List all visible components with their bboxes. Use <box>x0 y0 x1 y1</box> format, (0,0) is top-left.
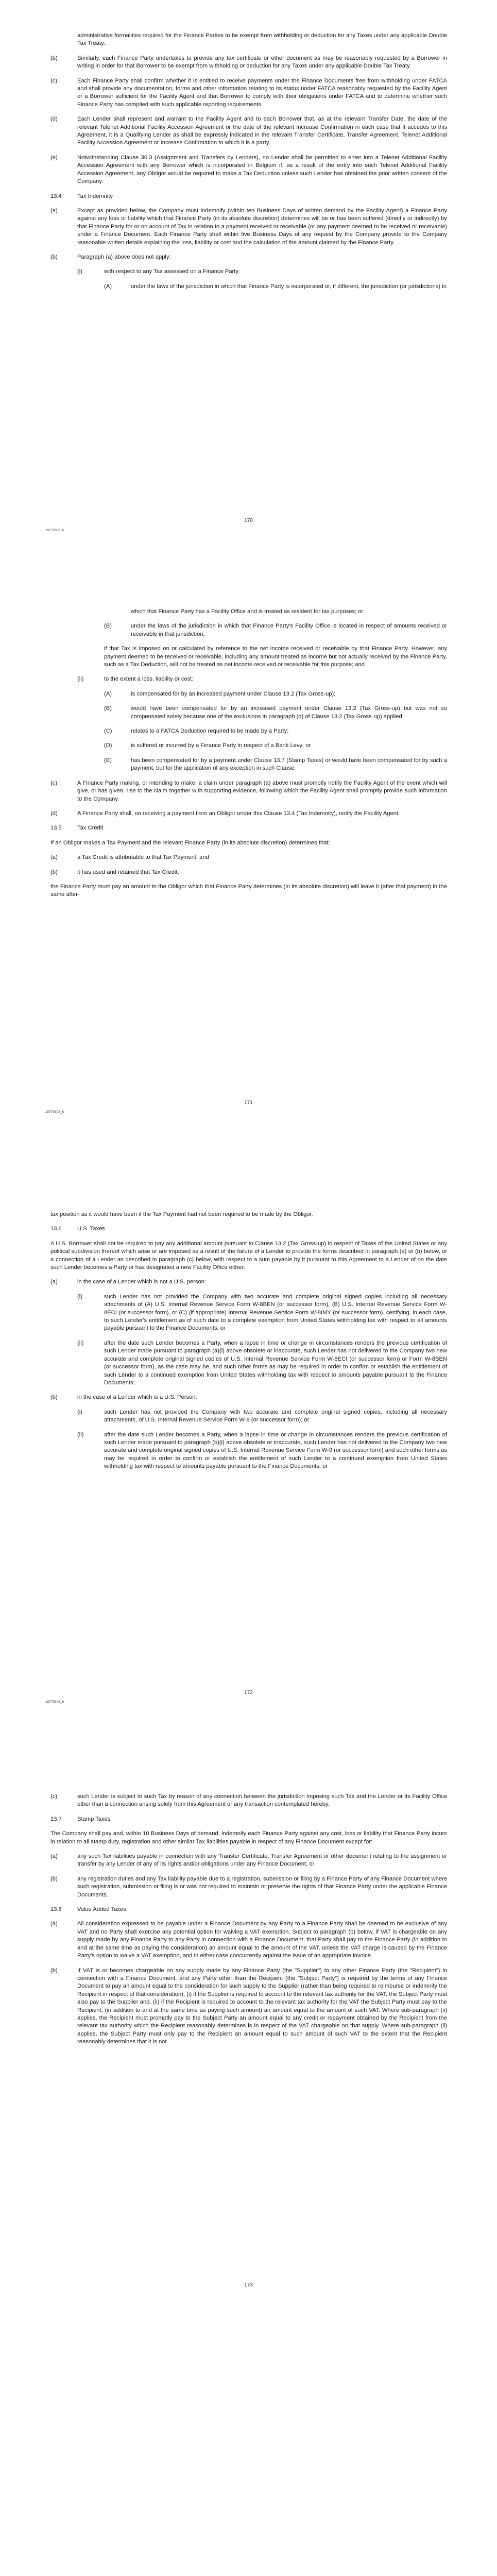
clause-item <box>50 779 447 803</box>
clause-text: Each Finance Party shall confirm whether it is entitled to receive payments under the Finance Documents free from withholding under FATCA and shall provide any documentation, forms and other information relating to its status under FATCA reasonably requested by the Facility Agent or a Borrower sufficient for the Facility Agent and that Borrower to comply with their obligations under FATCA and to determine whether such Finance Party has complied with such applicable reporting requirements. <box>77 77 447 108</box>
clause-text: would have been compensated for by an increased payment under Clause 13.2 (Tax Gross-up) but was not so compensated solely because one of the exclusions in paragraph (d) of Clause 13.2 (Tax Gross-up) applied; <box>131 705 447 720</box>
clause-label: (e) <box>50 154 58 161</box>
document-page-172 <box>0 1159 497 1752</box>
clause-label: (b) <box>50 869 58 875</box>
paragraph-text: A U.S. Borrower shall not be required to pay any additional amount pursuant to Clause 13.2 (Tax Gross-up) in respect of Taxes of the United States or any political subdivision thereof which arise or are imposed as a result of the failure of a Lender to provide the forms described in paragraph (a) or (b) below, or a connection of a Lender as described in paragraph (c) below, with respect to a sum payable by it pursuant to this Agreement to a Lender of on the date such Lender becomes a Party or has designated a new Facility Office either: <box>50 1240 447 1271</box>
clause-text: to the extent a loss, liability or cost: <box>104 676 194 683</box>
clause-item <box>50 115 447 147</box>
clause-text: with respect to any Tax assessed on a Finance Party: <box>104 268 241 275</box>
clause-text: Each Lender shall represent and warrant to the Facility Agent and to each Borrower that, as at the relevant Transfer Date, the date of the relevant Telenet Additional Facility Accession Agreement or the date of the relevant Increase Confirmation in each case that it accedes to this Agreement, it is a Qualifying Lender as shall be expressly indicated in the relevant Transfer Certificate, Transfer Agreement, Telenet Additional Facility Accession Agreement or Increase Confirmation to which it is a party. <box>77 116 447 146</box>
clause-label: (i) <box>77 1409 82 1415</box>
clause-item <box>50 154 447 186</box>
section-number: 13.7 <box>50 1816 62 1822</box>
section-heading <box>50 1906 447 1913</box>
document-id: 19779303_6 <box>45 529 64 532</box>
clause-text: is compensated for by an increased payment under Clause 13.2 (Tax Gross-up); <box>131 690 336 697</box>
clause-label: (c) <box>50 1793 58 1800</box>
clause-label: (c) <box>50 779 58 786</box>
clause-label: (A) <box>104 690 112 697</box>
clause-label: (ii) <box>77 1431 84 1438</box>
clause-text: Similarly, each Finance Party undertakes to provide any tax certificate or other document as may be reasonably requested by a Borrower in writing in order for that Borrower to be exempt from withholding or deduction for any Taxes under any applicable Double Tax Treaty. <box>77 55 447 70</box>
clause-item <box>104 690 447 698</box>
clause-item <box>104 705 447 721</box>
clause-item <box>50 1278 447 1286</box>
clause-text: in the case of a Lender which is a U.S. Person: <box>77 1394 197 1401</box>
clause-item <box>50 207 447 247</box>
document-page-170 <box>0 0 497 567</box>
section-number: 13.4 <box>50 193 62 199</box>
clause-item <box>77 1293 447 1333</box>
paragraph-text: administrative formalities required for the Finance Parties to be exempt from withholding or deduction for any Taxes under any applicable Double Tax Treaty. <box>77 32 447 47</box>
clause-label: (B) <box>104 705 112 712</box>
clause-label: (b) <box>50 55 58 61</box>
clause-item <box>50 854 447 861</box>
clause-label: (b) <box>50 1875 58 1882</box>
clause-text: If VAT is or becomes chargeable on any supply made by any Finance Party (the "Supplier") to any other Finance Party (the "Recipient") in connection with a Finance Document, and any Party other than the Recipient (the "Subject Party") is required by the terms of any Finance Document to pay an amount equal to the consideration for such supply to the Supplier (rather than being required to reimburse or indemnify the Recipient in respect of that consideration), (i) if the Supplier is required to account to the relevant tax authority for the VAT, the Subject Party must also pay to the Supplier and, (ii) if the Recipient is required to account to the relevant tax authority for the VAT the Subject Party must pay to the Recipient, (in addition to and at the same time as paying such amount) an amount equal to the amount of such VAT. Where sub-paragraph (ii) applies, the Recipient must promptly pay to the Subject Party an amount equal to any credit or repayment obtained by the Recipient from the relevant tax authority which the Recipient reasonably determines is in respect of the VAT chargeable on that supply. Where sub-paragraph (ii) applies, the Subject Party must only pay to the Recipient an amount equal to such amount of such VAT to the extent that the Recipient reasonably determines that it is not <box>77 1967 447 2045</box>
section-number: 13.5 <box>50 825 62 832</box>
clause-item <box>50 1853 447 1869</box>
document-page-171 <box>0 567 497 1159</box>
clause-text: such Lender is subject to such Tax by reason of any connection between the jurisdiction imposing such Tax and the Lender or its Facility Office other than a connection arising solely from this Agreement or any transaction contemplated hereby. <box>77 1793 447 1808</box>
clause-item <box>50 77 447 109</box>
page-number: 173 <box>244 2282 253 2288</box>
clause-text: has been compensated for by a payment under Clause 13.7 (Stamp Taxes) or would have been compensated for by such a payment, but for the application of any exception in such Clause. <box>131 757 447 772</box>
clause-item <box>50 1967 447 2046</box>
page-content <box>0 1211 497 1478</box>
clause-item <box>104 283 447 291</box>
clause-text: under the laws of the jurisdiction in which that Finance Party's Facility Office is located in respect of amounts received or receivable in that jurisdiction, <box>131 623 447 637</box>
clause-text: a Tax Credit is attributable to that Tax Payment; and <box>77 854 209 861</box>
section-title: Stamp Taxes <box>77 1816 111 1822</box>
clause-label: (c) <box>50 77 58 84</box>
clause-item <box>50 1920 447 1960</box>
clause-label: (d) <box>50 810 58 817</box>
page-content <box>0 32 497 297</box>
paragraph-text: tax position as it would have been if the Tax Payment had not been required to be made by the Obligor. <box>50 1211 313 1217</box>
page-number: 171 <box>244 1100 253 1106</box>
clause-label: (a) <box>50 1853 58 1860</box>
clause-item <box>104 742 447 750</box>
section-heading <box>50 1816 447 1823</box>
paragraph-text: The Company shall pay and, within 10 Business Days of demand, indemnify each Finance Party against any cost, loss or liability that Finance Party incurs in relation to all stamp duty, registration and other similar Tax liabilities payable in respect of any Finance Document except for: <box>50 1831 447 1845</box>
section-heading <box>50 1225 447 1233</box>
clause-item <box>104 622 447 638</box>
clause-item <box>77 268 447 276</box>
clause-label: (D) <box>104 742 112 749</box>
paragraph-text: if that Tax is imposed on or calculated by reference to the net income received or receivable by that Finance Party. However, any payment deemed to be received or receivable, including any amount treated as income but not actually received by the Finance Party, such as a Tax Deduction, will not be treated as net income received or receivable for this purpose; and <box>104 646 447 668</box>
clause-label: (a) <box>50 207 58 214</box>
clause-item <box>77 675 447 683</box>
clause-text: after the date such Lender becomes a Party, when a lapse in time or change in circumstances renders the previous certification of such Lender made pursuant to paragraph (b)(i) above obsolete or inaccurate, such Lender has not delivered to the Company two new accurate and complete original signed copies of U.S. Internal Revenue Service Form W-9 (or successor form) and such other forms as may be required in order to confirm or establish the entitlement of such Lender to a continued exemption from United States withholding tax with respect to amounts payable pursuant to the Finance Documents; or <box>104 1431 447 1470</box>
paragraph-text: which that Finance Party has a Facility Office and is treated as resident for tax purposes; or <box>131 608 364 615</box>
clause-text: Paragraph (a) above does not apply: <box>77 253 171 260</box>
clause-label: (a) <box>50 854 58 861</box>
document-page-173 <box>0 1752 497 2576</box>
clause-text: under the laws of the jurisdiction in which that Finance Party is incorporated or, if different, the jurisdiction (or jurisdictions) in <box>131 283 447 290</box>
clause-label: (ii) <box>77 1340 84 1346</box>
clause-text: All consideration expressed to be payable under a Finance Document by any Party to a Finance Party shall be deemed to be exclusive of any VAT and no Party shall exercise any potential option for waiving a VAT exemption. Subject to paragraph (b) below, if VAT is chargeable on any supply made by any Finance Party to any Party in connection with a Finance Document, that Party shall pay to the Finance Party (in addition to and at the same time as paying the consideration) an amount equal to the amount of the VAT, unless the VAT charge is caused by the Finance Party's option to waive a VAT exemption, and in either case concurrently against the issue of an appropriate invoice. <box>77 1921 447 1959</box>
section-heading <box>50 824 447 832</box>
clause-label: (E) <box>104 757 112 764</box>
clause-label: (ii) <box>77 676 84 683</box>
clause-text: A Finance Party shall, on receiving a payment from an Obligor under this Clause 13.4 (Tax Indemnity), notify the Facility Agent. <box>77 810 400 817</box>
clause-label: (i) <box>77 1293 82 1300</box>
clause-label: (b) <box>50 253 58 260</box>
clause-label: (C) <box>104 728 112 735</box>
clause-label: (B) <box>104 623 112 630</box>
clause-item <box>104 757 447 773</box>
clause-text: it has used and retained that Tax Credit, <box>77 869 179 875</box>
clause-item <box>104 727 447 735</box>
clause-item <box>50 55 447 71</box>
clause-text: such Lender has not provided the Company with two accurate and complete original signed copies, including all necessary attachments, of U.S. Internal Revenue Service Form W-9 (or successor form); or <box>104 1409 447 1423</box>
clause-item <box>50 810 447 818</box>
clause-item <box>77 1431 447 1471</box>
clause-item <box>50 1394 447 1401</box>
document-id: 19779303_6 <box>45 1110 64 1114</box>
paragraph-text: the Finance Party must pay an amount to the Obligor which that Finance Party determines (in its absolute discretion) will leave it (after that payment) in the same after- <box>50 883 447 898</box>
section-number: 13.6 <box>50 1226 62 1232</box>
page-number: 172 <box>244 1690 253 1696</box>
clause-text: Except as provided below, the Company must indemnify (within ten Business Days of written demand by the Facility Agent) a Finance Party against any loss or liability which that Finance Party (in its absolute discretion) determines will be or has been suffered (directly or indirectly) by that Finance Party for or on account of Tax in relation to a payment received or receivable (or any payment deemed to be received or receivable) under a Finance Document. Each Finance Party shall within five Business Days of any request by the Company provide to the Company reasonable written details explaining the loss, liability or cost and the calculation of the amount claimed by the Finance Party. <box>77 207 447 246</box>
clause-text: after the date such Lender becomes a Party, when a lapse in time or change in circumstances renders the previous certification of such Lender made pursuant to paragraph (a)(i) above obsolete or inaccurate, such Lender has not delivered to the Company two new accurate and complete original signed copies of U.S. Internal Revenue Service Form W-8ECI (or successor form) or Form W-8BEN (or successor form), as the case may be, and such other forms as may be required in order to confirm or establish the entitlement of such Lender to a continued exemption from United States withholding tax with respect to amounts payable pursuant to the Finance Documents; <box>104 1340 447 1386</box>
clause-item <box>50 1875 447 1899</box>
clause-item <box>50 253 447 261</box>
page-number: 170 <box>244 518 253 523</box>
clause-label: (a) <box>50 1921 58 1927</box>
clause-label: (b) <box>50 1394 58 1401</box>
page-content <box>0 1793 497 2053</box>
clause-text: A Finance Party making, or intending to make, a claim under paragraph (a) above must promptly notify the Facility Agent of the event which will give, or has given, rise to the claim together with supporting evidence, following which the Facility Agent shall promptly provide such information to the Company. <box>77 779 447 802</box>
section-number: 13.8 <box>50 1906 62 1913</box>
section-title: U.S. Taxes <box>77 1226 105 1232</box>
clause-text: any such Tax liabilities payable in connection with any Transfer Certificate, Transfer Agreement or other document relating to the assignment or transfer by any Lender of any of its rights and/or obligations under any Finance Document; or <box>77 1853 447 1868</box>
clause-text: relates to a FATCA Deduction required to be made by a Party; <box>131 728 289 735</box>
clause-text: such Lender has not provided the Company with two accurate and complete original signed copies including all necessary attachments of (A) U.S. Internal Revenue Service Form W-8BEN (or successor form), (B) U.S. Internal Revenue Service Form W-8ECI (or successor form), or (C) (if appropriate) Internal Revenue Service Form W-8IMY (or successor form), certifying, in each case, to such Lender's entitlement as of such date to a complete exemption from United States withholding tax with respect to all amounts payable pursuant to the Finance Documents; or <box>104 1293 447 1332</box>
clause-label: (A) <box>104 283 112 290</box>
page-content <box>0 608 497 906</box>
clause-item <box>50 869 447 876</box>
section-title: Tax Credit <box>77 825 104 832</box>
section-title: Value Added Taxes <box>77 1906 126 1913</box>
clause-item <box>77 1409 447 1425</box>
clause-item <box>50 1793 447 1809</box>
clause-label: (i) <box>77 268 82 275</box>
clause-item <box>77 1340 447 1387</box>
clause-text: in the case of a Lender which is not a U.S. person: <box>77 1279 206 1285</box>
paragraph-text: If an Obligor makes a Tax Payment and the relevant Finance Party (in its absolute discretion) determines that: <box>50 839 330 846</box>
clause-label: (b) <box>50 1967 58 1974</box>
document-id: 19779303_6 <box>45 1700 64 1704</box>
clause-text: is suffered or incurred by a Finance Party in respect of a Bank Levy; or <box>131 742 311 749</box>
clause-label: (d) <box>50 116 58 123</box>
clause-text: any registration duties and any Tax liability payable due to a registration, submission or filing by a Finance Party of any Finance Document where such registration, submission or filing is or was not required to maintain or preserve the rights of that Finance Party under the applicable Finance Documents. <box>77 1875 447 1898</box>
section-title: Tax Indemnity <box>77 193 113 199</box>
clause-text: Notwithstanding Clause 30.3 (Assignment and Transfers by Lenders), no Lender shall be permitted to enter into a Telenet Additional Facility Accession Agreement with any Borrower which is incorporated in Belgium if, as a result of the entry into such Telenet Additional Facility Accession Agreement, any Obligor would be required to make a Tax Deduction unless such Lender has obtained the prior written consent of the Company. <box>77 154 447 185</box>
section-heading <box>50 193 447 200</box>
clause-label: (a) <box>50 1279 58 1285</box>
